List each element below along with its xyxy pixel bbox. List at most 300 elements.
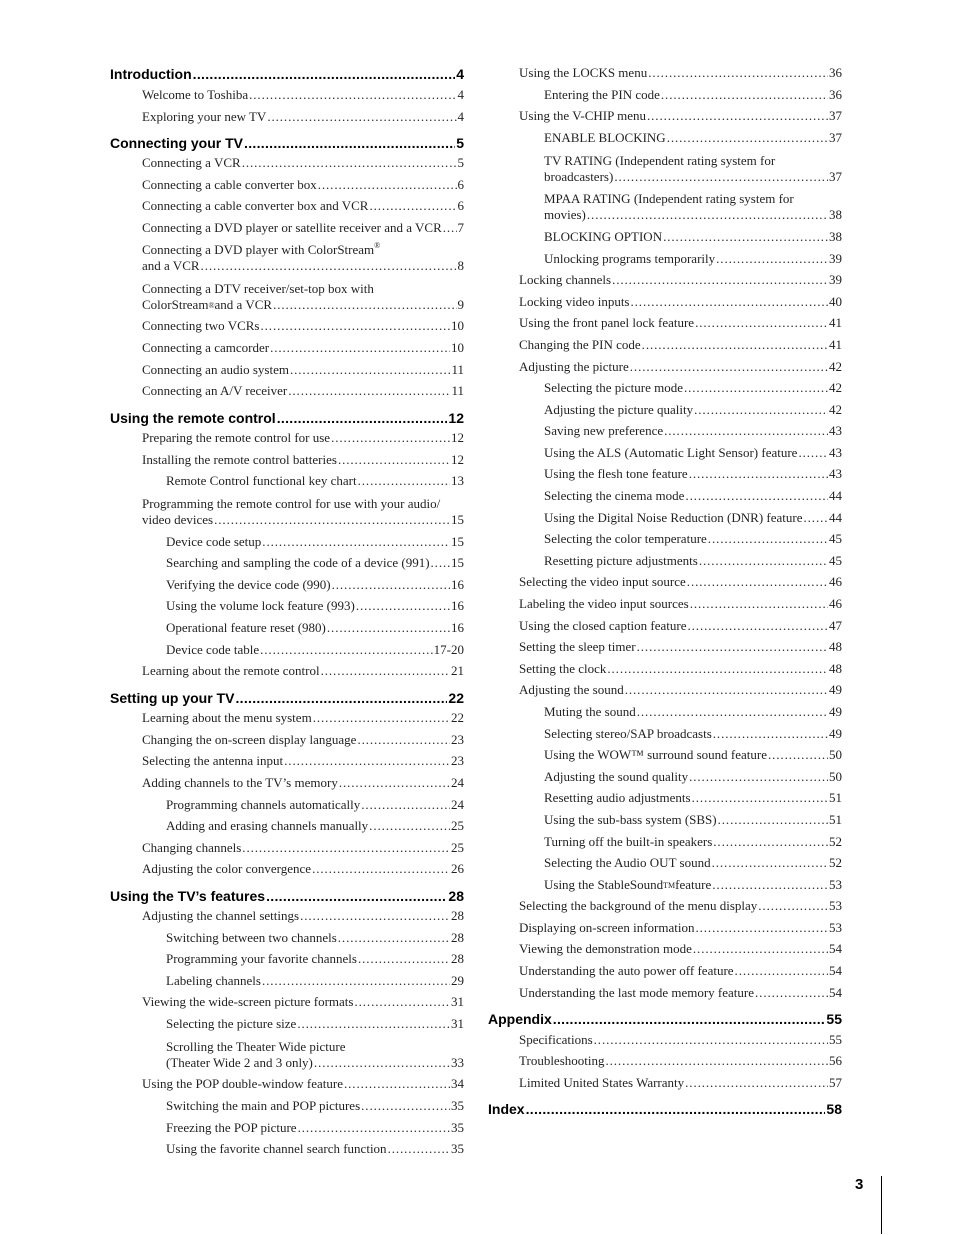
toc-entry-row bbox=[166, 1120, 464, 1136]
dot-leader bbox=[273, 297, 456, 313]
toc-entry-title: Adjusting the picture quality bbox=[544, 402, 694, 417]
dot-leader bbox=[358, 951, 450, 967]
toc-entry-row bbox=[166, 1098, 464, 1114]
toc-entry bbox=[488, 812, 842, 828]
toc-entry-row bbox=[544, 130, 842, 146]
dot-leader bbox=[249, 87, 456, 103]
toc-page-number: 48 bbox=[829, 639, 842, 654]
toc-entry-row bbox=[166, 1016, 464, 1032]
toc-entry bbox=[488, 726, 842, 742]
toc-page-number: 9 bbox=[457, 297, 464, 312]
toc-page-number: 42 bbox=[829, 380, 842, 395]
toc-entry-title: Turning off the built-in speakers bbox=[544, 834, 713, 849]
toc-entry-row bbox=[166, 642, 464, 658]
toc-entry bbox=[488, 790, 842, 806]
dot-leader bbox=[661, 87, 828, 103]
margin-rule bbox=[881, 1176, 882, 1234]
toc-page-number: 13 bbox=[451, 473, 464, 488]
toc-page-number: 22 bbox=[448, 690, 464, 706]
toc-entry-title: Using the POP double-window feature bbox=[142, 1076, 343, 1091]
toc-entry-title: Preparing the remote control for use bbox=[142, 430, 331, 445]
toc-entry bbox=[488, 920, 842, 936]
toc-entry-title: Using the V-CHIP menu bbox=[519, 108, 646, 123]
dot-leader bbox=[663, 229, 828, 245]
toc-entry-title: Connecting an A/V receiver bbox=[142, 383, 288, 398]
toc-entry-title: Troubleshooting bbox=[519, 1053, 605, 1068]
toc-page-number: 11 bbox=[451, 383, 464, 398]
toc-entry-row bbox=[544, 834, 842, 850]
toc-entry bbox=[488, 423, 842, 439]
toc-entry-row bbox=[519, 963, 842, 979]
toc-page-number: 51 bbox=[829, 812, 842, 827]
dot-leader bbox=[327, 620, 450, 636]
toc-entry-title: Switching the main and POP pictures bbox=[166, 1098, 361, 1113]
toc-entry-title: Muting the sound bbox=[544, 704, 636, 719]
dot-leader bbox=[768, 747, 828, 763]
toc-section-entry bbox=[110, 66, 464, 82]
toc-page-number: 42 bbox=[829, 359, 842, 374]
toc-entry-row bbox=[519, 661, 842, 677]
toc-page-number: 45 bbox=[829, 531, 842, 546]
toc-entry-title: Appendix bbox=[488, 1011, 552, 1027]
toc-entry bbox=[488, 531, 842, 547]
dot-leader bbox=[695, 315, 828, 331]
toc-entry bbox=[110, 577, 464, 593]
dot-leader bbox=[692, 790, 828, 806]
toc-page-number: 39 bbox=[829, 272, 842, 287]
toc-page-number: 48 bbox=[829, 661, 842, 676]
toc-entry-title: Freezing the POP picture bbox=[166, 1120, 297, 1135]
toc-page-number: 52 bbox=[829, 855, 842, 870]
toc-entry-row bbox=[544, 812, 842, 828]
toc-entry bbox=[110, 452, 464, 468]
toc-page-number: 54 bbox=[829, 941, 842, 956]
dot-leader bbox=[684, 380, 828, 396]
toc-entry-row bbox=[142, 87, 464, 103]
dot-leader bbox=[356, 598, 450, 614]
toc-page-number: 24 bbox=[451, 797, 464, 812]
toc-entry bbox=[488, 877, 842, 893]
toc-entry bbox=[110, 710, 464, 726]
toc-entry-row bbox=[110, 66, 464, 82]
toc-entry bbox=[488, 941, 842, 957]
toc-entry-title: Selecting the antenna input bbox=[142, 753, 284, 768]
toc-entry-row bbox=[142, 220, 464, 236]
toc-entry-title-start: MPAA RATING (Independent rating system for bbox=[544, 191, 794, 206]
dot-leader bbox=[290, 362, 451, 378]
toc-entry bbox=[110, 555, 464, 571]
toc-entry-row bbox=[142, 861, 464, 877]
toc-page-number: 6 bbox=[457, 177, 464, 192]
toc-entry-title: Connecting your TV bbox=[110, 135, 243, 151]
toc-entry bbox=[110, 1141, 464, 1157]
toc-page-number: 26 bbox=[451, 861, 464, 876]
dot-leader bbox=[358, 473, 450, 489]
dot-leader bbox=[284, 753, 450, 769]
toc-entry-row bbox=[544, 855, 842, 871]
toc-entry bbox=[488, 747, 842, 763]
toc-page-number: 4 bbox=[456, 66, 464, 82]
dot-leader bbox=[357, 732, 450, 748]
toc-entry-row bbox=[519, 65, 842, 81]
toc-page-number: 10 bbox=[451, 318, 464, 333]
toc-entry bbox=[488, 618, 842, 634]
toc-page-number: 11 bbox=[451, 362, 464, 377]
toc-entry-title: Device code table bbox=[166, 642, 260, 657]
toc-page-number: 6 bbox=[457, 198, 464, 213]
toc-page-number: 29 bbox=[451, 973, 464, 988]
toc-section-entry bbox=[488, 1101, 842, 1117]
toc-entry-row bbox=[142, 430, 464, 446]
toc-page-number: 24 bbox=[451, 775, 464, 790]
toc-entry-row bbox=[488, 1101, 842, 1117]
toc-page-number: 49 bbox=[829, 704, 842, 719]
toc-entry-title-start: Scrolling the Theater Wide picture bbox=[166, 1039, 346, 1054]
dot-leader bbox=[687, 574, 828, 590]
toc-entry bbox=[110, 908, 464, 924]
toc-entry-row bbox=[142, 109, 464, 125]
toc-entry-title: Selecting the color temperature bbox=[544, 531, 707, 546]
toc-entry-title: Connecting a cable converter box bbox=[142, 177, 317, 192]
toc-entry bbox=[110, 155, 464, 171]
toc-entry-title-start: Connecting a DVD player with ColorStream bbox=[142, 242, 375, 257]
toc-entry bbox=[110, 951, 464, 967]
toc-entry-title: Viewing the demonstration mode bbox=[519, 941, 692, 956]
toc-entry-row bbox=[142, 383, 464, 399]
dot-leader bbox=[201, 258, 457, 274]
toc-page-number: 54 bbox=[829, 963, 842, 978]
toc-entry-row bbox=[166, 620, 464, 636]
toc-entry bbox=[488, 639, 842, 655]
toc-page-number: 35 bbox=[451, 1141, 464, 1156]
toc-entry-title: Index bbox=[488, 1101, 525, 1117]
dot-leader bbox=[642, 337, 828, 353]
toc-page-number: 49 bbox=[829, 682, 842, 697]
toc-entry-row bbox=[519, 272, 842, 288]
toc-entry bbox=[488, 65, 842, 81]
toc-page-number: 23 bbox=[451, 753, 464, 768]
toc-entry-row bbox=[142, 1076, 464, 1092]
toc-page-number: 5 bbox=[456, 135, 464, 151]
toc-entry-title: Adding and erasing channels manually bbox=[166, 818, 369, 833]
toc-page-number: 49 bbox=[829, 726, 842, 741]
toc-page-number: 41 bbox=[829, 315, 842, 330]
toc-page-number: 25 bbox=[451, 818, 464, 833]
toc-entry-row bbox=[110, 888, 464, 904]
toc-page-number: 43 bbox=[829, 423, 842, 438]
toc-entry bbox=[110, 87, 464, 103]
toc-entry bbox=[110, 362, 464, 378]
toc-entry-title-line bbox=[166, 1038, 464, 1055]
toc-entry-title: Learning about the menu system bbox=[142, 710, 312, 725]
toc-entry-row bbox=[519, 108, 842, 124]
toc-page-number: 15 bbox=[451, 555, 464, 570]
toc-entry-row bbox=[142, 994, 464, 1010]
toc-entry bbox=[110, 318, 464, 334]
toc-entry-row bbox=[544, 769, 842, 785]
toc-entry-row bbox=[519, 985, 842, 1001]
toc-entry-row bbox=[110, 690, 464, 706]
toc-page-number: 36 bbox=[829, 65, 842, 80]
toc-page-number: 22 bbox=[451, 710, 464, 725]
toc-entry-title: Locking channels bbox=[519, 272, 612, 287]
toc-entry-title: Selecting the cinema mode bbox=[544, 488, 685, 503]
toc-entry bbox=[110, 280, 464, 313]
toc-page-number: 37 bbox=[829, 130, 842, 145]
toc-page-number: 34 bbox=[451, 1076, 464, 1091]
toc-page-number: 31 bbox=[451, 1016, 464, 1031]
toc-entry bbox=[488, 1053, 842, 1069]
toc-entry-row bbox=[166, 598, 464, 614]
toc-entry-row bbox=[519, 294, 842, 310]
toc-entry-row bbox=[142, 732, 464, 748]
toc-entry-title: Programming your favorite channels bbox=[166, 951, 357, 966]
dot-leader bbox=[718, 812, 828, 828]
dot-leader bbox=[647, 108, 828, 124]
dot-leader bbox=[594, 1032, 828, 1048]
dot-leader bbox=[607, 661, 828, 677]
toc-entry-title: Resetting picture adjustments bbox=[544, 553, 698, 568]
toc-entry-title: Using the volume lock feature (993) bbox=[166, 598, 355, 613]
toc-entry-title: Using the closed caption feature bbox=[519, 618, 687, 633]
dot-leader bbox=[369, 818, 450, 834]
toc-entry-row bbox=[166, 534, 464, 550]
toc-page-number: 51 bbox=[829, 790, 842, 805]
toc-entry-row bbox=[519, 682, 842, 698]
toc-entry bbox=[488, 108, 842, 124]
toc-entry-row bbox=[110, 410, 464, 426]
toc-entry-title: and a VCR bbox=[142, 258, 200, 273]
toc-entry-row bbox=[519, 941, 842, 957]
toc-entry bbox=[110, 1098, 464, 1114]
toc-entry-title: Welcome to Toshiba bbox=[142, 87, 249, 102]
toc-page-number: 38 bbox=[829, 207, 842, 222]
toc-entry-title: video devices bbox=[142, 512, 214, 527]
toc-page-number: 31 bbox=[451, 994, 464, 1009]
dot-leader bbox=[553, 1011, 826, 1027]
toc-entry-title: Exploring your new TV bbox=[142, 109, 267, 124]
toc-page-number: 47 bbox=[829, 618, 842, 633]
toc-entry-title: Understanding the auto power off feature bbox=[519, 963, 734, 978]
toc-entry-row bbox=[544, 488, 842, 504]
toc-entry bbox=[110, 430, 464, 446]
toc-entry-row bbox=[166, 1141, 464, 1157]
toc-entry-row bbox=[519, 315, 842, 331]
dot-leader bbox=[614, 169, 828, 185]
toc-entry bbox=[110, 1120, 464, 1136]
dot-leader bbox=[664, 423, 828, 439]
toc-entry bbox=[110, 198, 464, 214]
toc-entry bbox=[110, 775, 464, 791]
toc-entry bbox=[110, 473, 464, 489]
toc-entry-title: Viewing the wide-screen picture formats bbox=[142, 994, 354, 1009]
toc-entry-title: ENABLE BLOCKING bbox=[544, 130, 666, 145]
toc-entry bbox=[110, 241, 464, 274]
toc-entry-title: Setting the sleep timer bbox=[519, 639, 636, 654]
toc-entry-title-line bbox=[142, 241, 464, 258]
toc-entry-title: Changing the on-screen display language bbox=[142, 732, 357, 747]
toc-entry-row bbox=[544, 87, 842, 103]
toc-entry bbox=[110, 598, 464, 614]
toc-entry-title: Setting the clock bbox=[519, 661, 607, 676]
toc-section-entry bbox=[110, 690, 464, 706]
toc-entry bbox=[110, 732, 464, 748]
dot-leader bbox=[688, 618, 829, 634]
toc-entry bbox=[488, 272, 842, 288]
toc-entry bbox=[110, 861, 464, 877]
toc-entry-row bbox=[519, 639, 842, 655]
toc-page-number: 10 bbox=[451, 340, 464, 355]
toc-entry-title: Learning about the remote control bbox=[142, 663, 320, 678]
dot-leader bbox=[267, 109, 456, 125]
toc-entry-row bbox=[142, 512, 464, 528]
toc-entry-title-end: feature bbox=[675, 877, 712, 892]
toc-entry-row bbox=[142, 663, 464, 679]
toc-page-number: 52 bbox=[829, 834, 842, 849]
dot-leader bbox=[612, 272, 828, 288]
toc-entry-title: Searching and sampling the code of a device (991) bbox=[166, 555, 430, 570]
toc-entry bbox=[488, 337, 842, 353]
toc-section-entry bbox=[110, 888, 464, 904]
dot-leader bbox=[605, 1053, 828, 1069]
toc-page-number: 54 bbox=[829, 985, 842, 1000]
dot-leader bbox=[637, 639, 828, 655]
toc-entry-row bbox=[166, 797, 464, 813]
toc-entry-title-start: Connecting a DTV receiver/set-top box with bbox=[142, 281, 374, 296]
toc-entry bbox=[110, 620, 464, 636]
toc-page-number: 50 bbox=[829, 747, 842, 762]
toc-entry-row: ColorStream ® and a VCR ..... 9 bbox=[142, 297, 464, 313]
dot-leader bbox=[339, 775, 450, 791]
dot-leader bbox=[361, 797, 450, 813]
toc-entry-title: Using the TV’s features bbox=[110, 888, 266, 904]
dot-leader bbox=[338, 452, 450, 468]
toc-entry-title: Selecting the picture mode bbox=[544, 380, 683, 395]
toc-page-number: 35 bbox=[451, 1098, 464, 1113]
toc-entry-title: Connecting an audio system bbox=[142, 362, 289, 377]
toc-entry-row bbox=[519, 618, 842, 634]
toc-page-number: 21 bbox=[451, 663, 464, 678]
dot-leader bbox=[716, 251, 828, 267]
toc-entry-row bbox=[142, 775, 464, 791]
toc-entry-row bbox=[519, 1075, 842, 1091]
toc-entry-row bbox=[519, 337, 842, 353]
dot-leader bbox=[270, 340, 450, 356]
toc-entry-row bbox=[166, 930, 464, 946]
toc-entry bbox=[488, 574, 842, 590]
toc-entry-row bbox=[488, 1011, 842, 1027]
toc-entry-row bbox=[166, 951, 464, 967]
toc-entry bbox=[488, 985, 842, 1001]
dot-leader bbox=[261, 318, 451, 334]
toc-entry-title: Connecting two VCRs bbox=[142, 318, 260, 333]
toc-page-number: 40 bbox=[829, 294, 842, 309]
registered-mark: ® bbox=[374, 240, 381, 250]
toc-entry bbox=[488, 1075, 842, 1091]
toc-page-number: 37 bbox=[829, 169, 842, 184]
dot-leader bbox=[193, 66, 456, 82]
toc-entry-title: Using the remote control bbox=[110, 410, 276, 426]
toc-entry-row: Using the StableSound ™ feature ..... 53 bbox=[544, 877, 842, 893]
toc-entry bbox=[110, 994, 464, 1010]
toc-entry bbox=[488, 1032, 842, 1048]
toc-page-number: 46 bbox=[829, 574, 842, 589]
dot-leader bbox=[312, 861, 450, 877]
toc-entry-title: Device code setup bbox=[166, 534, 262, 549]
toc-entry-title: Adjusting the picture bbox=[519, 359, 629, 374]
toc-entry bbox=[110, 753, 464, 769]
toc-entry-title: Operational feature reset (980) bbox=[166, 620, 326, 635]
toc-page-number: 28 bbox=[451, 930, 464, 945]
toc-entry bbox=[110, 797, 464, 813]
toc-entry-row bbox=[544, 726, 842, 742]
toc-page-number: 15 bbox=[451, 512, 464, 527]
toc-entry-title: (Theater Wide 2 and 3 only) bbox=[166, 1055, 313, 1070]
dot-leader bbox=[735, 963, 828, 979]
toc-page-number: 16 bbox=[451, 577, 464, 592]
toc-page-number: 43 bbox=[829, 466, 842, 481]
toc-section-entry bbox=[488, 1011, 842, 1027]
dot-leader bbox=[630, 359, 828, 375]
toc-entry-row bbox=[166, 818, 464, 834]
toc-entry-title: Using the sub-bass system (SBS) bbox=[544, 812, 717, 827]
dot-leader bbox=[369, 198, 456, 214]
toc-entry-row bbox=[544, 380, 842, 396]
toc-page-number: 43 bbox=[829, 445, 842, 460]
toc-entry bbox=[488, 834, 842, 850]
dot-leader bbox=[235, 690, 447, 706]
dot-leader bbox=[648, 65, 828, 81]
toc-entry bbox=[110, 663, 464, 679]
toc-entry-title: Unlocking programs temporarily bbox=[544, 251, 716, 266]
toc-entry-row bbox=[544, 229, 842, 245]
toc-entry-row bbox=[544, 402, 842, 418]
toc-entry-row bbox=[142, 318, 464, 334]
toc-entry-row bbox=[142, 452, 464, 468]
toc-entry-title-line bbox=[544, 152, 842, 169]
toc-entry-title: Entering the PIN code bbox=[544, 87, 660, 102]
toc-entry-title: Labeling the video input sources bbox=[519, 596, 689, 611]
toc-entry bbox=[488, 359, 842, 375]
dot-leader bbox=[314, 1055, 450, 1071]
toc-entry-title-line bbox=[544, 190, 842, 207]
toc-entry-title: Using the WOW™ surround sound feature bbox=[544, 747, 767, 762]
toc-entry-title: Selecting the picture size bbox=[166, 1016, 297, 1031]
toc-entry-row bbox=[142, 340, 464, 356]
dot-leader bbox=[313, 710, 450, 726]
toc-page-number: 16 bbox=[451, 598, 464, 613]
toc-entry bbox=[110, 340, 464, 356]
toc-entry-title: Connecting a VCR bbox=[142, 155, 241, 170]
toc-page-number: 57 bbox=[829, 1075, 842, 1090]
toc-page-number: 41 bbox=[829, 337, 842, 352]
toc-entry-title: Selecting the background of the menu display bbox=[519, 898, 758, 913]
toc-page-number: 12 bbox=[451, 430, 464, 445]
toc-entry-title: Adjusting the color convergence bbox=[142, 861, 312, 876]
toc-page-number: 8 bbox=[457, 258, 464, 273]
toc-entry bbox=[488, 87, 842, 103]
dot-leader bbox=[526, 1101, 826, 1117]
toc-page-number: 44 bbox=[829, 488, 842, 503]
dot-leader bbox=[712, 855, 828, 871]
dot-leader bbox=[300, 908, 450, 924]
toc-entry-title: Using the favorite channel search function bbox=[166, 1141, 387, 1156]
toc-page-number: 45 bbox=[829, 553, 842, 568]
toc-entry-title: Changing channels bbox=[142, 840, 242, 855]
dot-leader bbox=[758, 898, 828, 914]
page-number: 3 bbox=[855, 1176, 864, 1193]
toc-entry-title-end: and a VCR bbox=[214, 297, 273, 312]
